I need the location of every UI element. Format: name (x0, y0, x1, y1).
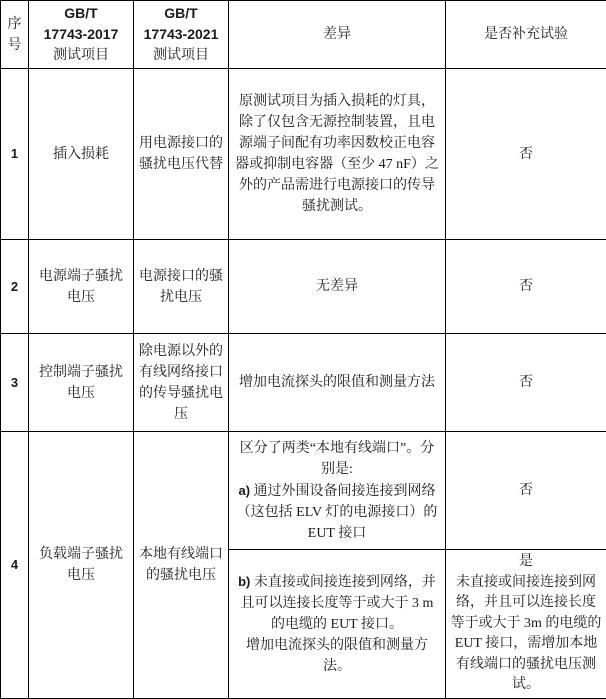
header-gbt-2021 (134, 1, 229, 69)
row-4-number: 4 (11, 557, 18, 572)
row-4-diff-b-item (233, 571, 441, 635)
row-2-supplement: 否 (446, 240, 606, 334)
table-row-2 (1, 240, 606, 334)
row-3-item-2017: 控制端子骚扰电压 (29, 334, 134, 432)
header-gbt-2021-label: 测试项目 (138, 45, 224, 66)
row-2-item-2017: 电源端子骚扰电压 (29, 240, 134, 334)
row-2-difference: 无差异 (229, 240, 446, 334)
row-1-supplement: 否 (446, 69, 606, 240)
header-gbt-2017-label: 测试项目 (33, 45, 129, 66)
row-3-supplement: 否 (446, 334, 606, 432)
row-4-supplement-b (446, 550, 606, 699)
row-4-diff-a-text: 通过外围设备间接连接到网络（这包括 ELV 灯的电源接口）的 EUT 接口 (237, 484, 438, 541)
row-4-diff-b-text: 未直接或间接连接到网络，并且可以连接长度等于或大于 3 m 的电缆的 EUT 接口。 (241, 575, 436, 632)
row-1-item-2017: 插入损耗 (29, 69, 134, 240)
table-row-1 (1, 69, 606, 240)
row-4-difference-a (229, 432, 446, 550)
header-gbt-2017-number: 17743-2017 (33, 24, 129, 45)
row-4-diff-a-item (233, 480, 441, 544)
row-3-number: 3 (11, 375, 18, 390)
row-4-no (1, 432, 29, 699)
header-gbt-2017 (29, 1, 134, 69)
row-2-no (1, 240, 29, 334)
table-row-4a (1, 432, 606, 550)
row-4-supplement-b-text: 未直接或间接连接到网络，并且可以连接长度等于或大于 3m 的电缆的 EUT 接口，需增加本地有线端口的骚扰电压测试。 (451, 575, 602, 693)
row-4-item-2017: 负载端子骚扰电压 (29, 432, 134, 699)
row-4-diff-b-extra: 增加电流探头的限值和测量方法。 (233, 635, 441, 677)
row-4-supplement-a: 否 (446, 432, 606, 550)
row-2-item-2021: 电源接口的骚扰电压 (134, 240, 229, 334)
row-4-diff-b-label: b) (238, 574, 250, 589)
header-gbt-2021-code: GB/T (138, 3, 224, 24)
row-2-number: 2 (11, 279, 18, 294)
row-4-item-2021: 本地有线端口的骚扰电压 (134, 432, 229, 699)
row-1-item-2021: 用电源接口的骚扰电压代替 (134, 69, 229, 240)
header-supplement-test: 是否补充试验 (446, 1, 606, 69)
row-4-supplement-b-answer: 是 (450, 552, 602, 573)
header-gbt-2017-code: GB/T (33, 3, 129, 24)
row-1-number: 1 (11, 146, 18, 161)
header-gbt-2021-number: 17743-2021 (138, 24, 224, 45)
row-4-diff-a-intro: 区分了两类“本地有线端口”。分别是: (233, 438, 441, 480)
row-4-difference-b (229, 550, 446, 699)
header-difference: 差异 (229, 1, 446, 69)
row-4-diff-a-label: a) (238, 483, 250, 498)
table-header-row (1, 1, 606, 69)
row-3-difference: 增加电流探头的限值和测量方法 (229, 334, 446, 432)
row-1-difference: 原测试项目为插入损耗的灯具，除了仅包含无源控制装置，且电源端子间配有功率因数校正电容器或抑制电容器（至少 47 nF）之外的产品需进行电源接口的传导骚扰测试。 (229, 69, 446, 240)
row-3-item-2021: 除电源以外的有线网络接口的传导骚扰电压 (134, 334, 229, 432)
table-row-3 (1, 334, 606, 432)
row-3-no (1, 334, 29, 432)
row-1-no (1, 69, 29, 240)
header-seq-no: 序号 (1, 1, 29, 69)
